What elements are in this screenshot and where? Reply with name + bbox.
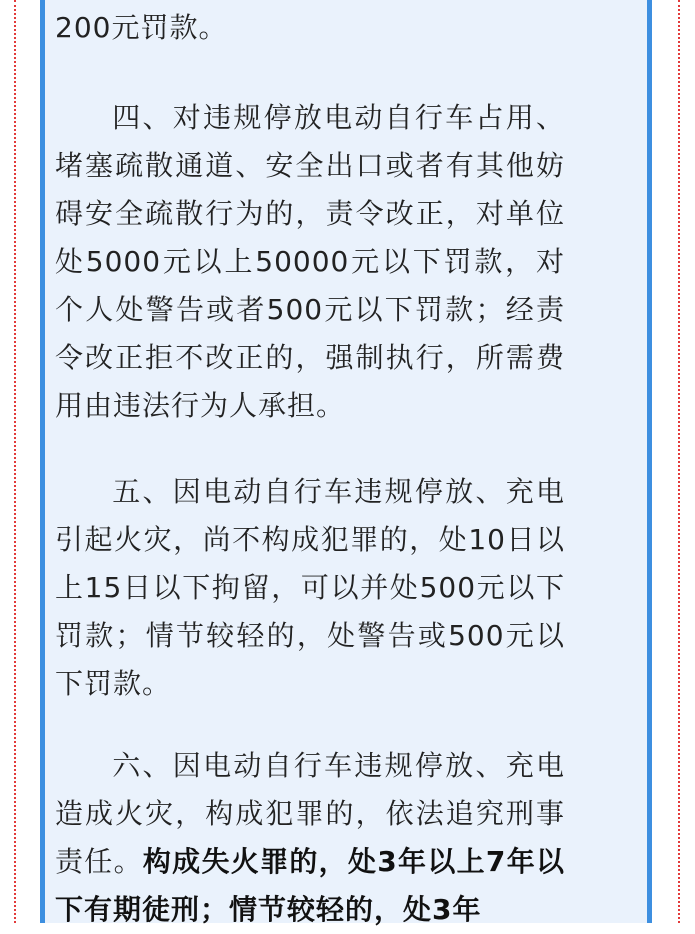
paragraph-six xyxy=(55,742,565,934)
left-dotted-border xyxy=(14,0,16,923)
paragraph-five xyxy=(55,468,565,708)
paragraph-bold-text: 构成失火罪的，处3年以上7年以下有期徒刑；情节较轻的，处3年 xyxy=(55,845,565,926)
right-dotted-border xyxy=(678,0,680,923)
paragraph-text: 五、因电动自行车违规停放、充电引起火灾，尚不构成犯罪的，处10日以上15日以下拘留，可以并处500元以下罚款；情节较轻的，处警告或500元以下罚款。 xyxy=(55,475,565,700)
paragraph-text: 六、因电动自行车违规停放、充电造成火灾，构成犯罪的，依法追究刑事责任。 xyxy=(55,749,565,878)
paragraph-text: 200元罚款。 xyxy=(55,11,228,44)
paragraph-text: 四、对违规停放电动自行车占用、堵塞疏散通道、安全出口或者有其他妨碍安全疏散行为的，责令改正，对单位处5000元以上50000元以下罚款，对个人处警告或者500元以下罚款；经责令改正拒不改正的，强制执行，所需费用由违法行为人承担。 xyxy=(55,101,565,422)
paragraph-four xyxy=(55,94,565,430)
paragraph-fine-tail xyxy=(55,4,565,52)
